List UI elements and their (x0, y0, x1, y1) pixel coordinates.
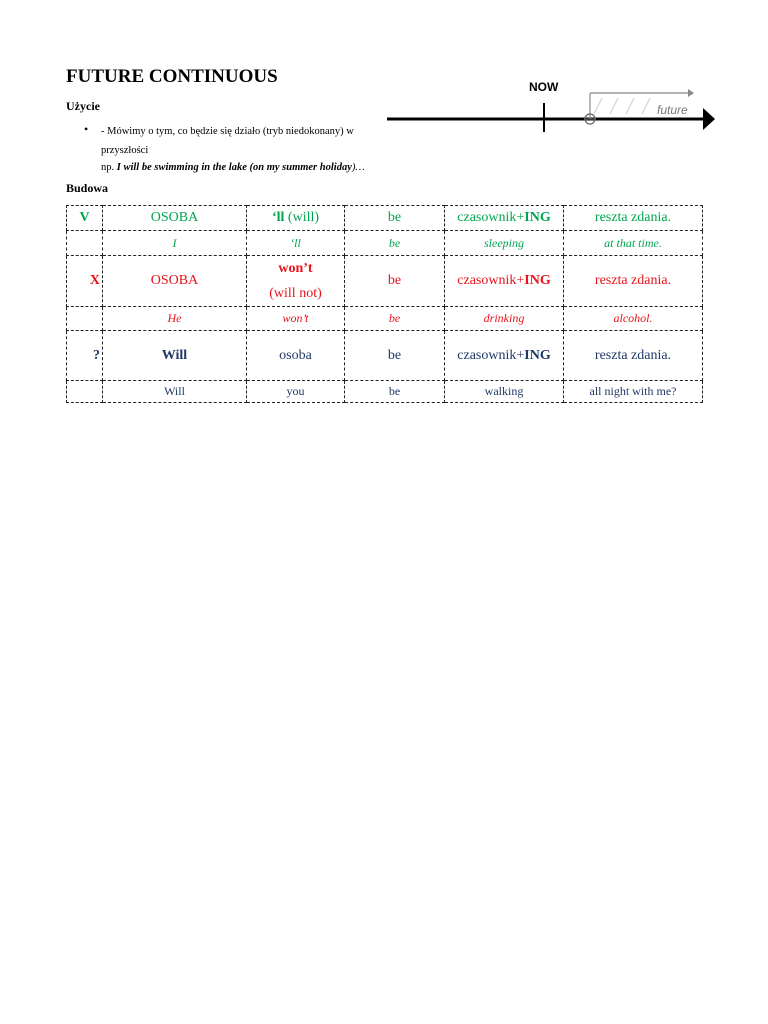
affirmative-example-be: be (345, 231, 445, 256)
question-example-verb: walking (445, 381, 564, 403)
question-subject: osoba (247, 331, 345, 381)
negative-sign: X (67, 256, 103, 307)
table-row-affirmative (67, 206, 703, 231)
negative-example-rest: alcohol. (564, 307, 703, 331)
negative-example-verb: drinking (445, 307, 564, 331)
question-rest: reszta zdania. (564, 331, 703, 381)
usage-description: - Mówimy o tym, co będzie się działo (tryb niedokonany) w przyszłości (101, 126, 354, 156)
structure-table (66, 205, 703, 403)
question-example-subject: you (247, 381, 345, 403)
bullet-icon: • (84, 122, 89, 136)
affirmative-example-aux: ‘ll (247, 231, 345, 256)
question-be: be (345, 331, 445, 381)
question-example-aux: Will (103, 381, 247, 403)
now-label: NOW (529, 80, 559, 94)
affirmative-subject: OSOBA (103, 206, 247, 231)
affirmative-example-subject: I (103, 231, 247, 256)
timeline-diagram (385, 76, 717, 136)
usage-heading: Użycie (66, 99, 100, 113)
negative-verb: czasownik+ING (445, 256, 564, 307)
affirmative-sign: V (67, 206, 103, 231)
table-row-negative (67, 256, 703, 307)
table-row-negative-example (67, 307, 703, 331)
negative-aux: won’t (will not) (247, 256, 345, 307)
question-example-rest: all night with me? (564, 381, 703, 403)
question-example-be: be (345, 381, 445, 403)
example-suffix: )… (351, 162, 365, 173)
affirmative-rest: reszta zdania. (564, 206, 703, 231)
example-sentence: I will be swimming in the lake (on my summer holiday (116, 162, 352, 173)
question-verb: czasownik+ING (445, 331, 564, 381)
table-row-affirmative-example (67, 231, 703, 256)
negative-example-subject: He (103, 307, 247, 331)
usage-example (101, 160, 365, 176)
affirmative-be: be (345, 206, 445, 231)
question-sign: ? (67, 331, 103, 381)
affirmative-example-verb: sleeping (445, 231, 564, 256)
structure-heading: Budowa (66, 181, 109, 195)
example-prefix: np. (101, 162, 117, 173)
page-title: FUTURE CONTINUOUS (66, 66, 278, 87)
affirmative-example-rest: at that time. (564, 231, 703, 256)
negative-example-sign (67, 307, 103, 331)
affirmative-aux: ‘ll (will) (247, 206, 345, 231)
question-example-sign (67, 381, 103, 403)
table-row-question-example (67, 381, 703, 403)
timeline-arrow-icon (703, 108, 715, 130)
negative-be: be (345, 256, 445, 307)
affirmative-example-sign (67, 231, 103, 256)
future-label: future (657, 103, 688, 117)
negative-example-be: be (345, 307, 445, 331)
affirmative-verb: czasownik+ING (445, 206, 564, 231)
negative-subject: OSOBA (103, 256, 247, 307)
question-aux: Will (103, 331, 247, 381)
negative-example-aux: won’t (247, 307, 345, 331)
negative-rest: reszta zdania. (564, 256, 703, 307)
table-row-question (67, 331, 703, 381)
